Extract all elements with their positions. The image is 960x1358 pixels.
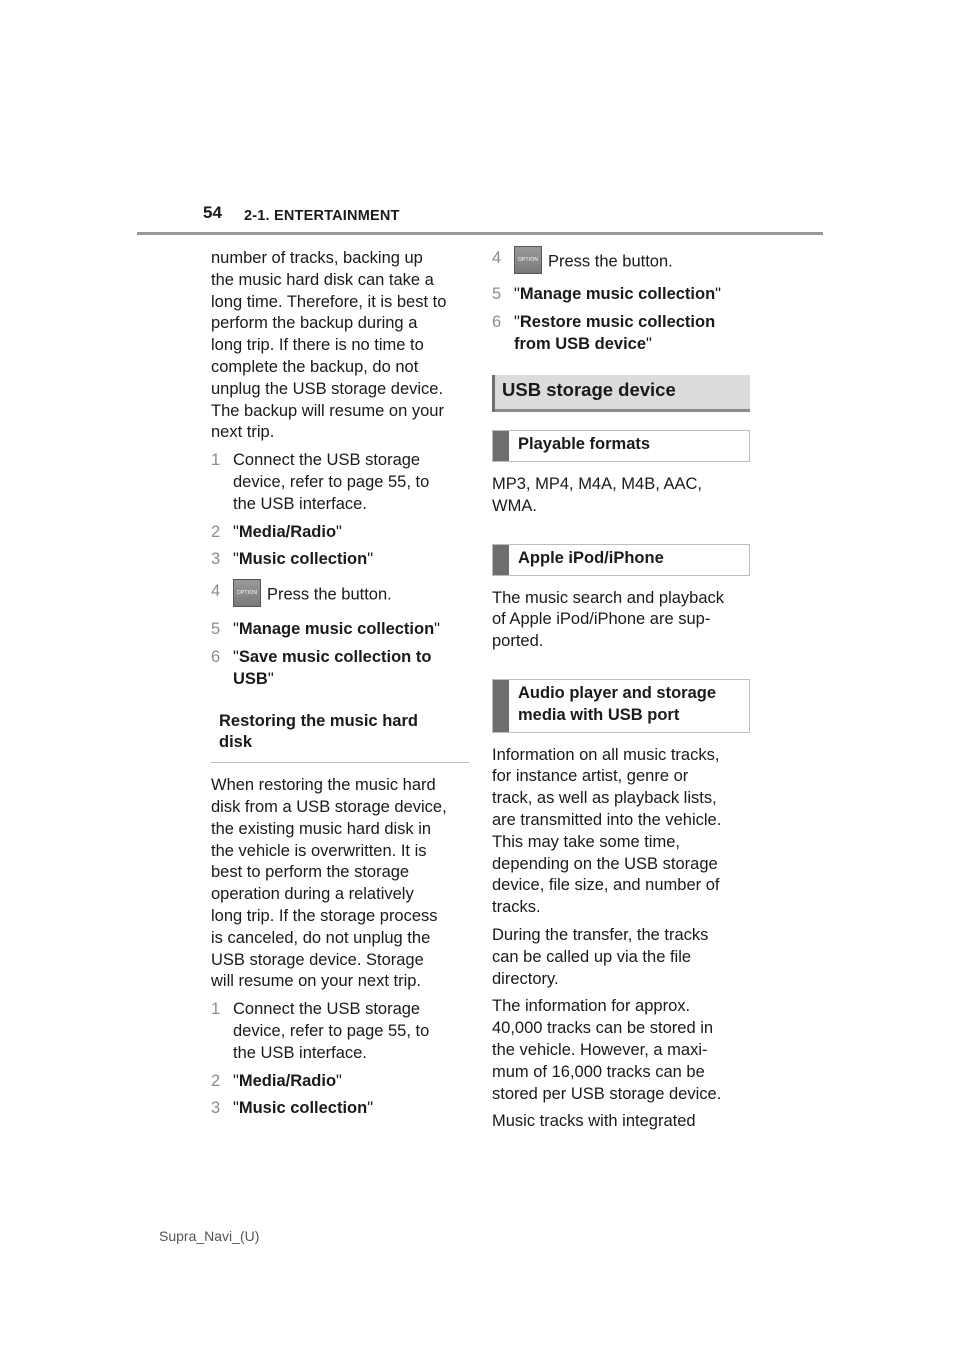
text-line: unplug the USB storage device.: [211, 379, 444, 398]
text-line: of Apple iPod/iPhone are sup-: [492, 610, 711, 629]
text-line: best to perform the storage: [211, 863, 410, 882]
step-number: 2: [211, 1071, 221, 1090]
text-line: complete the backup, do not: [211, 357, 419, 376]
restore-step-5: 5 "Manage music collection": [492, 284, 750, 306]
formats-heading: [492, 430, 750, 462]
text-line: tracks.: [492, 898, 541, 917]
text-line: device, file size, and number of: [492, 876, 720, 895]
header-rule: [137, 232, 823, 235]
text-line: This may take some time,: [492, 832, 680, 851]
left-column: [211, 248, 469, 1126]
text-line: Connect the USB storage: [233, 451, 421, 470]
text-line: will resume on your next trip.: [211, 972, 421, 991]
text-line: operation during a relatively: [211, 885, 414, 904]
restore-step-6: 6 "Restore music collection from USB device": [492, 312, 716, 353]
heading-bar: [493, 545, 509, 575]
menu-item-label: Manage music collection: [238, 620, 435, 639]
restore-step-2: 2 "Media/Radio": [211, 1071, 469, 1093]
apple-paragraph: [492, 588, 750, 653]
menu-item-label: Music collection: [238, 550, 368, 569]
option-button-icon: [514, 246, 542, 274]
intro-paragraph: [211, 248, 469, 444]
restore-step-1: [211, 999, 469, 1064]
text-line: track, as well as playback lists,: [492, 789, 717, 808]
text-line: next trip.: [211, 423, 275, 442]
restore-heading: [211, 705, 469, 764]
chapter-title: 2-1. ENTERTAINMENT: [244, 208, 400, 224]
menu-item-label: Restore music collection: [519, 312, 716, 331]
text-line: When restoring the music hard: [211, 776, 436, 795]
heading-line: Audio player and storage: [518, 683, 717, 702]
section-title-text: USB storage device: [502, 379, 676, 401]
text-line: 40,000 tracks can be stored in: [492, 1019, 714, 1038]
menu-item-label: USB: [233, 669, 268, 688]
text-line: Information on all music tracks,: [492, 745, 720, 764]
page-number: 54: [203, 203, 222, 222]
audio-heading: [492, 679, 750, 733]
formats-paragraph: [492, 474, 750, 518]
text-line: disk from a USB storage device,: [211, 797, 447, 816]
heading-line: disk: [219, 733, 253, 752]
step-number: 1: [211, 451, 221, 470]
restore-step-3: 3 "Music collection": [211, 1098, 469, 1120]
backup-step-4: [211, 581, 469, 609]
heading-line: Restoring the music hard: [219, 711, 418, 730]
menu-item-label: Save music collection to: [238, 647, 432, 666]
audio-paragraph-4: [492, 1111, 750, 1133]
footer-label: Supra_Navi_(U): [159, 1228, 260, 1244]
text-line: the vehicle is overwritten. It is: [211, 841, 427, 860]
heading-text: Playable formats: [518, 435, 651, 454]
text-line: The information for approx.: [492, 997, 691, 1016]
text-line: The music search and playback: [492, 588, 725, 607]
text-line: the USB interface.: [233, 1043, 367, 1062]
audio-paragraph-1: [492, 745, 750, 919]
step-number: 6: [492, 312, 502, 331]
text-line: the music hard disk can take a: [211, 270, 434, 289]
step-number: 2: [211, 522, 221, 541]
backup-step-6: 6 "Save music collection to USB": [211, 647, 432, 688]
text-line: the USB interface.: [233, 494, 367, 513]
text-line: long trip. If there is no time to: [211, 336, 424, 355]
menu-item-label: from USB device: [514, 334, 647, 353]
heading-bar: [493, 680, 509, 732]
step-number: 4: [492, 249, 502, 267]
step-number: 6: [211, 647, 221, 666]
restore-step-4: [492, 248, 750, 276]
text-line: Music tracks with integrated: [492, 1112, 696, 1131]
text-line: depending on the USB storage: [492, 854, 718, 873]
text-line: ported.: [492, 632, 544, 651]
text-line: USB storage device. Storage: [211, 950, 424, 969]
heading-bar: [493, 431, 509, 461]
step-number: 1: [211, 1000, 221, 1019]
step-number: 5: [211, 620, 221, 639]
menu-item-label: Manage music collection: [519, 285, 716, 303]
section-title: [492, 375, 750, 412]
text-line: Connect the USB storage: [233, 1000, 421, 1019]
step-text: Press the button.: [548, 252, 673, 271]
text-line: During the transfer, the tracks: [492, 925, 709, 944]
audio-paragraph-2: [492, 925, 750, 990]
step-number: 3: [211, 550, 221, 569]
restore-paragraph: [211, 775, 469, 993]
backup-step-2: 2 "Media/Radio": [211, 522, 469, 544]
text-line: The backup will resume on your: [211, 401, 444, 420]
heading-line: media with USB port: [518, 705, 680, 724]
backup-step-3: 3 "Music collection": [211, 549, 469, 571]
text-line: mum of 16,000 tracks can be: [492, 1062, 705, 1081]
text-line: directory.: [492, 969, 559, 988]
option-icon-label: OPTION: [236, 590, 258, 597]
step-text: Press the button.: [267, 585, 392, 604]
apple-heading: [492, 544, 750, 576]
section-bar: [492, 375, 495, 412]
step-number: 3: [211, 1099, 221, 1118]
text-line: is canceled, do not unplug the: [211, 928, 431, 947]
menu-item-label: Music collection: [238, 1099, 368, 1118]
text-line: MP3, MP4, M4A, M4B, AAC,: [492, 475, 702, 494]
text-line: WMA.: [492, 496, 537, 515]
text-line: long trip. If the storage process: [211, 906, 438, 925]
right-column: [492, 248, 750, 1139]
text-line: number of tracks, backing up: [211, 249, 423, 267]
text-line: can be called up via the file: [492, 947, 692, 966]
text-line: the vehicle. However, a maxi-: [492, 1040, 708, 1059]
text-line: the existing music hard disk in: [211, 819, 432, 838]
text-line: long time. Therefore, it is best to: [211, 292, 447, 311]
menu-item-label: Media/Radio: [238, 1071, 337, 1090]
text-line: perform the backup during a: [211, 314, 418, 333]
backup-step-1: [211, 450, 469, 515]
option-icon-label: OPTION: [517, 257, 539, 263]
text-line: device, refer to page 55, to: [233, 472, 430, 491]
step-number: 5: [492, 285, 502, 303]
step-number: 4: [211, 582, 221, 601]
text-line: device, refer to page 55, to: [233, 1021, 430, 1040]
audio-paragraph-3: [492, 996, 750, 1105]
menu-item-label: Media/Radio: [238, 522, 337, 541]
text-line: are transmitted into the vehicle.: [492, 810, 722, 829]
heading-text: Apple iPod/iPhone: [518, 548, 664, 567]
backup-step-5: 5 "Manage music collection": [211, 619, 469, 641]
text-line: for instance artist, genre or: [492, 767, 689, 786]
text-line: stored per USB storage device.: [492, 1084, 722, 1103]
option-button-icon: [233, 579, 261, 607]
